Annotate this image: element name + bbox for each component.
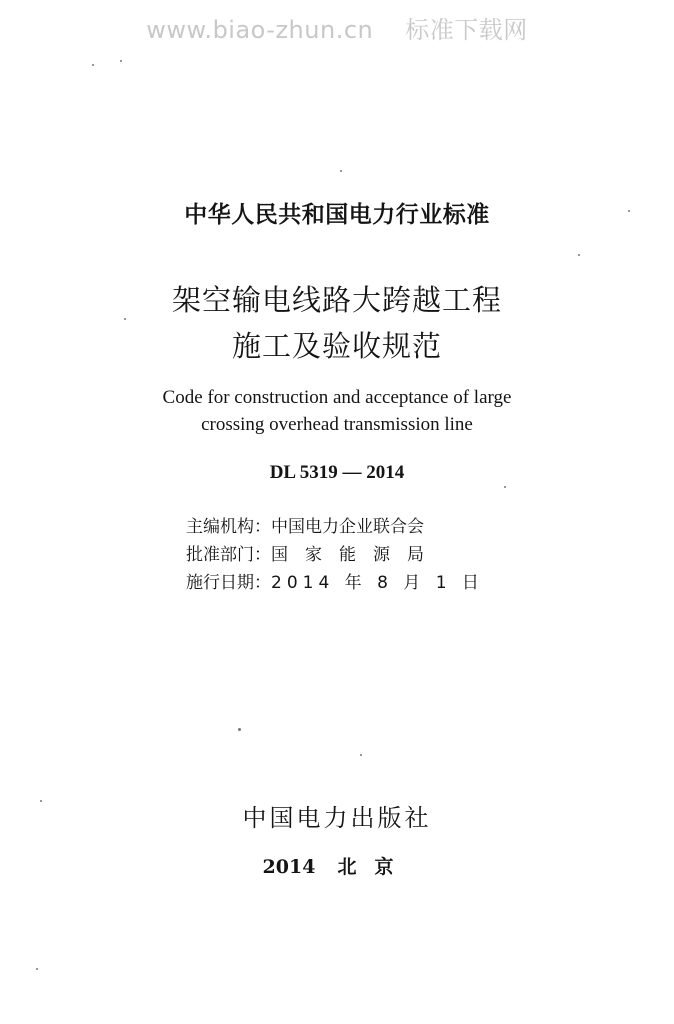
- title-zh-line2: 施工及验收规范: [231, 329, 442, 363]
- watermark: [0, 10, 674, 45]
- publication-place: [0, 852, 674, 879]
- scan-speck: [628, 210, 630, 212]
- approver-label: 批准部门：: [186, 545, 271, 565]
- effective-date-row: [186, 568, 484, 593]
- industry-standard-heading: 中华人民共和国电力行业标准: [184, 202, 490, 228]
- approver-value: 国家能源局: [271, 545, 441, 565]
- approver-row: [186, 540, 441, 565]
- effective-value: 2014 年 8 月 1 日: [271, 573, 484, 593]
- watermark-site: 标准下载网: [405, 16, 528, 44]
- scan-speck: [238, 728, 241, 731]
- publication-year: 2014: [262, 856, 316, 878]
- editor-label: 主编机构：: [186, 517, 271, 537]
- scan-speck: [340, 170, 342, 172]
- title-en-line2: crossing overhead transmission line: [201, 414, 473, 435]
- title-zh-line1: 架空输电线路大跨越工程: [171, 283, 502, 317]
- effective-label: 施行日期：: [186, 573, 271, 593]
- watermark-url: www.biao-zhun.cn: [146, 16, 374, 44]
- editor-value: 中国电力企业联合会: [271, 517, 424, 537]
- editor-row: [186, 512, 424, 537]
- title-en-line1: Code for construction and acceptance of large: [162, 387, 512, 408]
- scan-speck: [360, 754, 362, 756]
- publication-city: 北京: [337, 856, 412, 878]
- scan-speck: [120, 60, 122, 62]
- scan-speck: [40, 800, 42, 802]
- scan-speck: [578, 254, 580, 256]
- publisher-name: 中国电力出版社: [242, 804, 432, 832]
- scan-speck: [504, 486, 506, 488]
- standard-code: DL 5319 — 2014: [269, 462, 405, 483]
- scan-speck: [36, 968, 38, 970]
- scan-speck: [92, 64, 94, 66]
- scan-speck: [124, 318, 126, 320]
